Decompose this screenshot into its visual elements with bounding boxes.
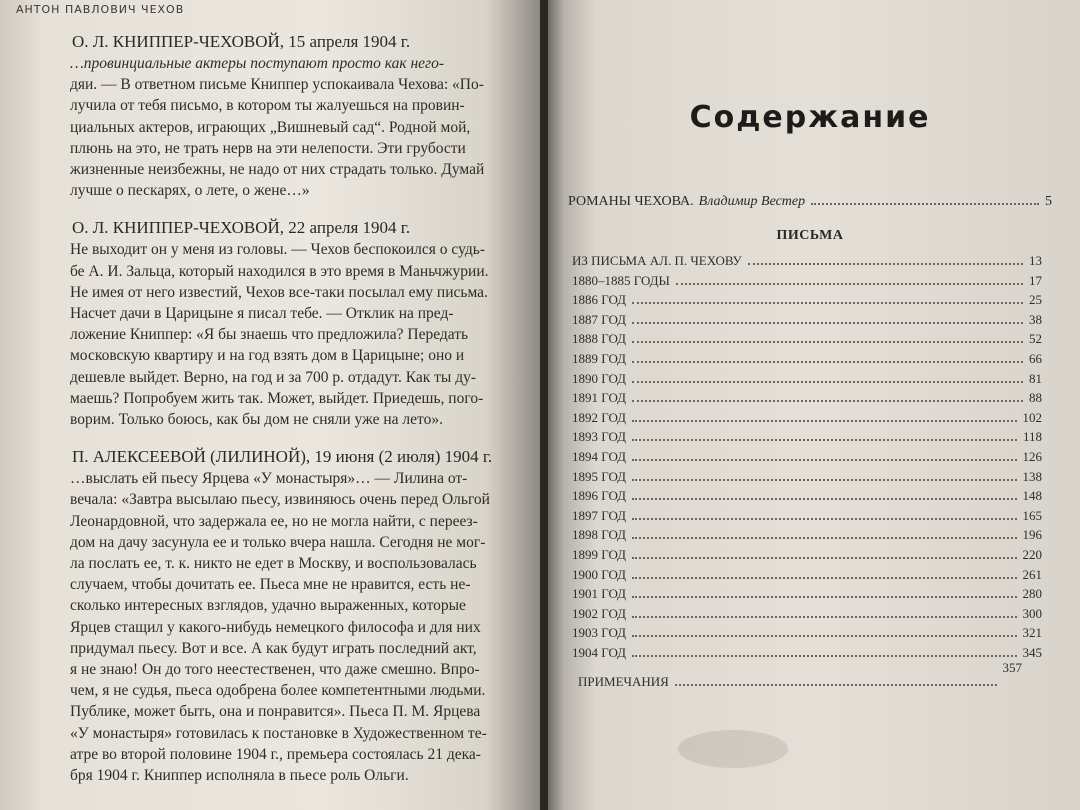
right-page — [548, 0, 1080, 810]
dot-leader — [632, 479, 1016, 481]
toc-row — [572, 273, 1042, 293]
toc-row — [572, 253, 1042, 273]
toc-label: 1892 ГОД — [572, 409, 627, 425]
toc-row — [572, 606, 1042, 626]
toc-page-number: 165 — [1022, 507, 1042, 523]
toc-page-number: 148 — [1022, 488, 1042, 504]
dot-leader — [632, 616, 1016, 618]
letter-note-body — [70, 53, 510, 201]
note-line: вечала: «Завтра высылаю пьесу, извиняюсь очень перед Ольгой — [70, 491, 490, 509]
note-line: чем, я не судья, пьеса одобрена более компетентными людьми. — [70, 682, 486, 700]
dot-leader — [632, 537, 1016, 539]
toc-back-matter — [568, 660, 1052, 690]
toc-row — [572, 547, 1042, 567]
page-shadow — [678, 730, 788, 768]
dot-leader — [632, 361, 1023, 363]
note-line: сколько интересных взглядов, удачно выраженных, которые — [70, 597, 466, 615]
toc-row — [572, 331, 1042, 351]
note-line: дом на дачу засунула ее и только вчера нашла. Сегодня не мог- — [70, 533, 486, 551]
toc-label: 1903 ГОД — [572, 625, 627, 641]
toc-label: ПРИМЕЧАНИЯ — [578, 674, 669, 690]
toc-page-number: 138 — [1022, 468, 1042, 484]
toc-label: 1889 ГОД — [572, 350, 627, 366]
toc-page-number: 300 — [1022, 605, 1042, 621]
toc-page-number: 280 — [1022, 586, 1042, 602]
toc-row — [572, 429, 1042, 449]
toc-label: 1880–1885 ГОДЫ — [572, 272, 670, 288]
toc-page-number: 118 — [1022, 429, 1042, 445]
note-line: «У монастыря» готовилась к постановке в Художественном те- — [70, 724, 487, 742]
dot-leader — [632, 322, 1023, 324]
toc-label: 1895 ГОД — [572, 468, 627, 484]
note-line: …провинциальные актеры поступают просто как него- — [70, 55, 444, 72]
letter-note — [70, 217, 510, 430]
note-line: московскую квартиру и на год взять дом в Царицыне; оно и — [70, 347, 465, 365]
note-line: Не выходит он у меня из головы. — Чехов беспокоился о судь- — [70, 241, 485, 259]
note-line: случаем, чтобы дочитать ее. Пьеса мне не нравится, есть не- — [70, 576, 471, 594]
toc-page-number: 220 — [1022, 546, 1042, 562]
toc-label: ИЗ ПИСЬМА АЛ. П. ЧЕХОВУ — [572, 253, 742, 268]
dot-leader — [676, 283, 1023, 285]
note-line: ложение Книппер: «Я бы знаешь что предложила? Передать — [70, 326, 469, 344]
toc-label: 1894 ГОД — [572, 448, 627, 464]
letter-heading: П. АЛЕКСЕЕВОЙ (ЛИЛИНОЙ), 19 июня (2 июля) 1904 г. — [72, 447, 493, 467]
dot-leader — [632, 341, 1023, 343]
toc-entry-author: Владимир Вестер — [698, 194, 806, 209]
toc-row — [572, 625, 1042, 645]
letter-note-body — [70, 468, 510, 786]
toc-row — [572, 567, 1042, 587]
toc-page-number: 126 — [1022, 448, 1042, 464]
toc-row — [572, 527, 1042, 547]
note-line: дешевле выйдет. Верно, на год и за 700 р. отдадут. Как ты ду- — [70, 368, 477, 386]
toc-label: 1901 ГОД — [572, 586, 627, 602]
dot-leader — [632, 420, 1016, 422]
dot-leader — [632, 635, 1016, 637]
note-line: Леонардовной, что задержала ее, но не могла найти, с переез- — [70, 512, 478, 530]
dot-leader — [632, 655, 1016, 657]
letter-note — [70, 446, 510, 786]
toc-page-number: 81 — [1029, 370, 1042, 386]
toc-page-number: 196 — [1022, 527, 1042, 543]
toc-row — [572, 410, 1042, 430]
toc-page-number: 25 — [1029, 292, 1042, 308]
note-line: атре во второй половине 1904 г., премьера состоялась 21 дека- — [70, 745, 481, 763]
toc-page-number: 261 — [1022, 566, 1042, 582]
dot-leader — [632, 557, 1016, 559]
running-head: АНТОН ПАВЛОВИЧ ЧЕХОВ — [16, 3, 185, 16]
letter-note-body — [70, 239, 510, 430]
toc-row — [572, 586, 1042, 606]
toc-page-number: 345 — [1022, 644, 1042, 660]
dot-leader — [632, 302, 1023, 304]
toc-row — [572, 390, 1042, 410]
toc-label: 1890 ГОД — [572, 370, 627, 386]
toc-label: 1900 ГОД — [572, 566, 627, 582]
note-line: я не знаю! Он до того неестественен, что даже смешно. Впро- — [70, 661, 480, 679]
toc-label: 1893 ГОД — [572, 429, 627, 445]
toc-row — [572, 292, 1042, 312]
note-line: Публике, может быть, она и понравится». Пьеса П. М. Ярцева — [70, 703, 481, 721]
toc-page-number: 13 — [1029, 253, 1042, 268]
note-line: Не имея от него известий, Чехов все-таки посылал ему письма. — [70, 283, 488, 301]
commentary-text — [16, 31, 510, 786]
note-line: плюнь на это, не трать нерв на эти нелепости. Эти грубости — [70, 139, 466, 157]
dot-leader — [675, 684, 997, 686]
toc-row — [572, 351, 1042, 371]
toc-label: 1896 ГОД — [572, 488, 627, 504]
dot-leader — [632, 439, 1017, 441]
dot-leader — [632, 577, 1016, 579]
toc-row — [572, 371, 1042, 391]
toc-page-number: 321 — [1022, 625, 1042, 641]
toc-label: 1898 ГОД — [572, 527, 627, 543]
toc-title: Содержание — [689, 100, 931, 135]
toc-label: 1886 ГОД — [572, 292, 627, 308]
dot-leader — [632, 459, 1016, 461]
note-line: Насчет дачи в Царицыне я писал тебе. — Отклик на пред- — [70, 305, 454, 323]
note-line: маешь? Попробуем жить так. Может, выйдет. Приедешь, пого- — [70, 389, 484, 407]
note-line: лучше о пескарях, о лете, о жене…» — [70, 182, 310, 200]
note-line: бря 1904 г. Книппер исполняла в пьесе роль Ольги. — [70, 767, 409, 785]
toc-page-number: 17 — [1029, 272, 1042, 288]
note-line: …выслать ей пьесу Ярцева «У монастыря»… — Лилина от- — [70, 470, 468, 488]
toc-front-matter — [568, 194, 1052, 210]
note-line: ворим. Только боюсь, как бы дом не сняли уже на лето». — [70, 411, 443, 429]
toc-row — [572, 312, 1042, 332]
dot-leader — [632, 498, 1016, 500]
letter-heading: О. Л. КНИППЕР-ЧЕХОВОЙ, 22 апреля 1904 г. — [72, 218, 411, 238]
note-line: Ярцев стащил у какого-нибудь немецкого философа и для них — [70, 618, 481, 636]
note-line: лучила от тебя письмо, в котором ты жалуешься на провин- — [70, 97, 465, 115]
toc-page-number: 66 — [1029, 350, 1042, 366]
toc-row — [572, 449, 1042, 469]
toc-label: 1899 ГОД — [572, 546, 627, 562]
toc-label: 1904 ГОД — [572, 644, 627, 660]
dot-leader — [811, 203, 1039, 205]
toc-entry-title: РОМАНЫ ЧЕХОВА. — [568, 194, 694, 209]
note-line: жизненные неизбежны, не надо от них страдать только. Думай — [70, 161, 485, 179]
toc-page-number: 102 — [1022, 409, 1042, 425]
note-line: ла послать ее, т. к. никто не едет в Москву, и воспользовалась — [70, 555, 477, 573]
toc-page-number: 88 — [1029, 390, 1042, 406]
dot-leader — [632, 518, 1016, 520]
toc-list — [568, 253, 1052, 664]
dot-leader — [632, 381, 1023, 383]
letter-heading: О. Л. КНИППЕР-ЧЕХОВОЙ, 15 апреля 1904 г. — [72, 32, 411, 51]
toc-label: 1888 ГОД — [572, 331, 627, 347]
toc-row — [572, 645, 1042, 665]
toc-row — [572, 469, 1042, 489]
toc-label: 1887 ГОД — [572, 311, 627, 327]
toc-page-number: 357 — [1002, 660, 1022, 676]
toc-page-number: 38 — [1029, 311, 1042, 327]
dot-leader — [632, 400, 1023, 402]
dot-leader — [632, 596, 1016, 598]
toc-page-number: 5 — [1045, 194, 1052, 209]
toc-label: 1897 ГОД — [572, 507, 627, 523]
toc-row — [572, 508, 1042, 528]
letter-note — [70, 31, 510, 201]
note-line: циальных актеров, играющих „Вишневый сад“. Родной мой, — [70, 118, 471, 136]
note-line: бе А. И. Зальца, который находился в это время в Маньчжурии. — [70, 262, 489, 280]
dot-leader — [748, 263, 1023, 265]
note-line: придумал пьесу. Вот и все. А как будут играть последний акт, — [70, 639, 477, 657]
note-line: дяи. — В ответном письме Книппер успокаивала Чехова: «По- — [70, 76, 484, 94]
toc-page-number: 52 — [1029, 331, 1042, 347]
section-heading: ПИСЬМА — [776, 228, 844, 243]
toc-label: 1891 ГОД — [572, 390, 627, 406]
toc-label: 1902 ГОД — [572, 605, 627, 621]
toc-row — [572, 488, 1042, 508]
